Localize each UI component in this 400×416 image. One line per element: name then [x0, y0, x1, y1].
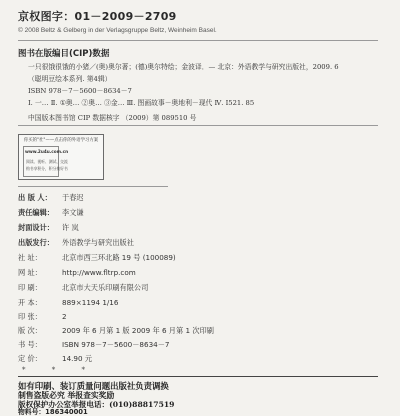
promo-line: 阅读、视听、测试、交流 — [26, 159, 68, 164]
cip-classification: Ⅰ. 一… Ⅱ. ①奥… ②奥… ③金… Ⅲ. 图画故事－奥地利－现代 Ⅳ. I521. 85 — [28, 99, 255, 107]
promo-title: 你买的"社"——点击你的外语学习方案 — [23, 138, 99, 143]
address-value: 北京市西三环北路 19 号 (100089) — [62, 253, 176, 262]
editor-value: 李文谦 — [62, 208, 84, 217]
printer-value: 北京市大天乐印刷有限公司 — [62, 283, 149, 292]
sheets-label: 印 张： — [18, 312, 42, 321]
registration-number: 京权图字：01－2009－2709 — [18, 10, 177, 23]
address-label: 社 址： — [18, 253, 42, 262]
divider-top — [18, 40, 378, 41]
cover-design-value: 许 岚 — [62, 223, 79, 232]
divider-bottom — [18, 376, 378, 377]
promo-box — [18, 134, 104, 180]
cip-title: 图书在版编目(CIP)数据 — [18, 49, 110, 59]
promo-inner-box — [23, 146, 69, 177]
cip-isbn: ISBN 978－7－5600－8634－7 — [28, 87, 132, 95]
website-label: 网 址： — [18, 268, 42, 277]
editor-label: 责任编辑： — [18, 208, 54, 217]
quality-notice: 如有印刷、装订质量问题出版社负责调换 — [18, 381, 169, 391]
format-label: 开 本： — [18, 298, 42, 307]
cip-number: 中国版本图书馆 CIP 数据核字 （2009）第 089510 号 — [28, 114, 197, 122]
website-value: http://www.fltrp.com — [62, 268, 136, 277]
cover-design-label: 封面设计： — [18, 223, 54, 232]
hotline-notice: 版权保护办公室举报电话：(010)88817519 — [18, 400, 175, 409]
edition-label: 版 次： — [18, 326, 42, 335]
distributor-label: 出版发行： — [18, 238, 54, 247]
material-number: 物料号：186340001 — [18, 408, 88, 416]
divider-cip — [18, 125, 378, 126]
sheets-value: 2 — [62, 312, 67, 321]
printer-label: 印 刷： — [18, 283, 42, 292]
cip-line: 一只很饿很饿的小猪／(奥)奥尔著；(德)奥尔特绘；金波译．— 北京：外语教学与研究出版社，2009. 6 — [28, 63, 339, 71]
copyright-notice: © 2008 Beltz & Gelberg in der Verlagsgruppe Beltz, Weinheim Basel. — [18, 27, 217, 34]
edition-value: 2009 年 6 月第 1 版 2009 年 6 月第 1 次印刷 — [62, 326, 214, 335]
separator-stars: * * * — [22, 366, 97, 374]
isbn-label: 书 号： — [18, 340, 42, 349]
publisher-value: 于春迟 — [62, 193, 84, 202]
format-value: 889×1194 1/16 — [62, 298, 119, 307]
promo-site: www.2u4u.com.cn — [25, 149, 69, 154]
isbn-value: ISBN 978－7－5600－8634－7 — [62, 340, 170, 349]
distributor-value: 外语教学与研究出版社 — [62, 238, 134, 247]
divider-info-top — [18, 186, 168, 187]
piracy-notice: 制售盗版必究 举报查实奖励 — [18, 391, 115, 400]
publisher-label: 出 版 人： — [18, 193, 52, 202]
price-value: 14.90 元 — [62, 354, 93, 363]
promo-line: 购书享积分，积分换好书 — [26, 166, 68, 171]
cip-line: （聪明豆绘本系列. 第4辑） — [28, 75, 112, 83]
price-label: 定 价： — [18, 354, 42, 363]
